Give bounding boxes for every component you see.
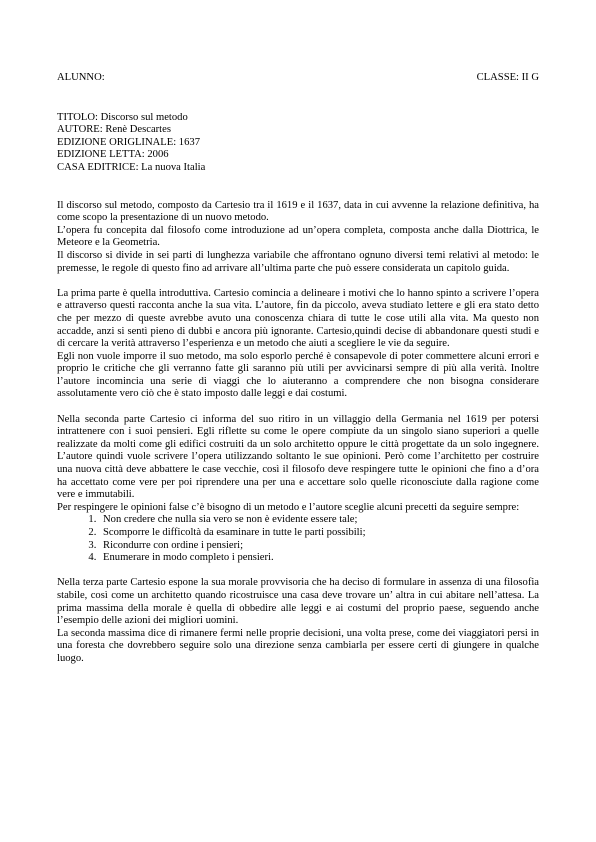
part3-paragraph: La seconda massima dice di rimanere fermi nelle proprie decisioni, una volta prese, come dei viaggiatori persi in una foresta che dovrebbero seguire solo una direzione senza cambiarla per essere certi di giungere in qualche luogo. bbox=[57, 627, 539, 664]
autore-line: AUTORE: Renè Descartes bbox=[57, 124, 171, 136]
part2-paragraph: Per respingere le opinioni false c’è bisogno di un metodo e l’autore sceglie alcuni precetti da seguire sempre: bbox=[57, 501, 520, 513]
edizione-originale-line: EDIZIONE ORIGLINALE: 1637 bbox=[57, 136, 200, 148]
precetto-item: 1. Non credere che nulla sia vero se non è evidente essere tale; bbox=[99, 514, 539, 527]
document-page bbox=[57, 72, 539, 666]
paragraph-gap bbox=[57, 565, 539, 578]
book-metadata bbox=[57, 112, 539, 175]
intro-paragraph: Il discorso si divide in sei parti di lunghezza variabile che affrontano ognuno diversi temi relativi al metodo: le premesse, le regole di questo fino ad arrivare all’ultima parte che può essere considerata un capitolo guida. bbox=[57, 249, 539, 274]
intro-paragraph: Il discorso sul metodo, composto da Cartesio tra il 1619 e il 1637, data in cui avvenne la relazione definitiva, ha come scopo la presentazione di un nuovo metodo. bbox=[57, 199, 539, 224]
part2-paragraph: Nella seconda parte Cartesio ci informa del suo ritiro in un villaggio della Germania nel 1619 per potersi intrattenere con i suoi pensieri. Egli riflette su come le opere compiute da un singolo siano superiori a quelle realizzate da molti come gli edifici costruiti da un solo architetto oppure le città progettate da un solo ingegnere. L’autore quindi vuole scrivere l’opera utilizzando soltanto le sue opinioni. Però come l’architetto per costruire una nuova città deve abbattere le case vecchie, così il filosofo deve respingere tutte le opinioni che fino a d’ora ha accettato come vere per poi riprendere una per una e accettare solo quelle riconosciute dalla ragione come vere e immutabili. bbox=[57, 413, 539, 501]
classe-label: CLASSE: II G bbox=[476, 72, 539, 83]
precetti-list bbox=[57, 514, 539, 564]
alunno-label: ALUNNO: bbox=[57, 72, 105, 83]
casa-editrice-line: CASA EDITRICE: La nuova Italia bbox=[57, 161, 206, 173]
part1-paragraph: La prima parte è quella introduttiva. Cartesio comincia a delineare i motivi che lo hanno spinto a scrivere l’opera e attraverso questi racconta anche la sua vita. L’autore, fin da piccolo, aveva studiato lettere e gli era stato detto che per mezzo di queste avrebbe avuto una conoscenza chiara di tutte le cose utili alla vita. Ma questo non accadde, anzi si sentì pieno di dubbi e ancora più ignorante. Cartesio,quindi decise di abbandonare questi studi e di cercare la verità attraverso l’esperienza e un metodo che aiuti a scegliere le vie da seguire. bbox=[57, 287, 539, 350]
paragraph-gap bbox=[57, 275, 539, 288]
precetto-item: 3. Ricondurre con ordine i pensieri; bbox=[99, 540, 539, 553]
edizione-letta-line: EDIZIONE LETTA: 2006 bbox=[57, 149, 169, 161]
intro-paragraph: L’opera fu concepita dal filosofo come introduzione ad un’opera completa, composta anche dalla Diottrica, le Meteore e la Geometria. bbox=[57, 224, 539, 249]
precetto-item: 2. Scomporre le difficoltà da esaminare in tutte le parti possibili; bbox=[99, 527, 539, 540]
titolo-line: TITOLO: Discorso sul metodo bbox=[57, 111, 188, 123]
header-row bbox=[57, 72, 539, 85]
part1-paragraph: Egli non vuole imporre il suo metodo, ma solo esporlo perché è consapevole di poter commettere alcuni errori e proprio le critiche che gli verranno fatte gli saranno più utili per avvicinarsi sempre di più alla verità. Inoltre l’autore incomincia una serie di viaggi che lo aiuteranno a comprendere che non bisogna considerare assolutamente vero ciò che è stato imposto dalle leggi e dai costumi. bbox=[57, 350, 539, 400]
precetto-item: 4. Enumerare in modo completo i pensieri. bbox=[99, 552, 539, 565]
part3-paragraph: Nella terza parte Cartesio espone la sua morale provvisoria che ha deciso di formulare in assenza di una filosofia stabile, così come un architetto quando ricostruisce una casa deve trovare un’ altra in cui abitare nell’attesa. La prima massima della morale è quella di obbedire alle leggi e ai costumi del proprio paese, seguendo anche l’esempio delle azioni dei migliori uomini. bbox=[57, 577, 539, 627]
paragraph-gap bbox=[57, 401, 539, 414]
document-body bbox=[57, 200, 539, 666]
